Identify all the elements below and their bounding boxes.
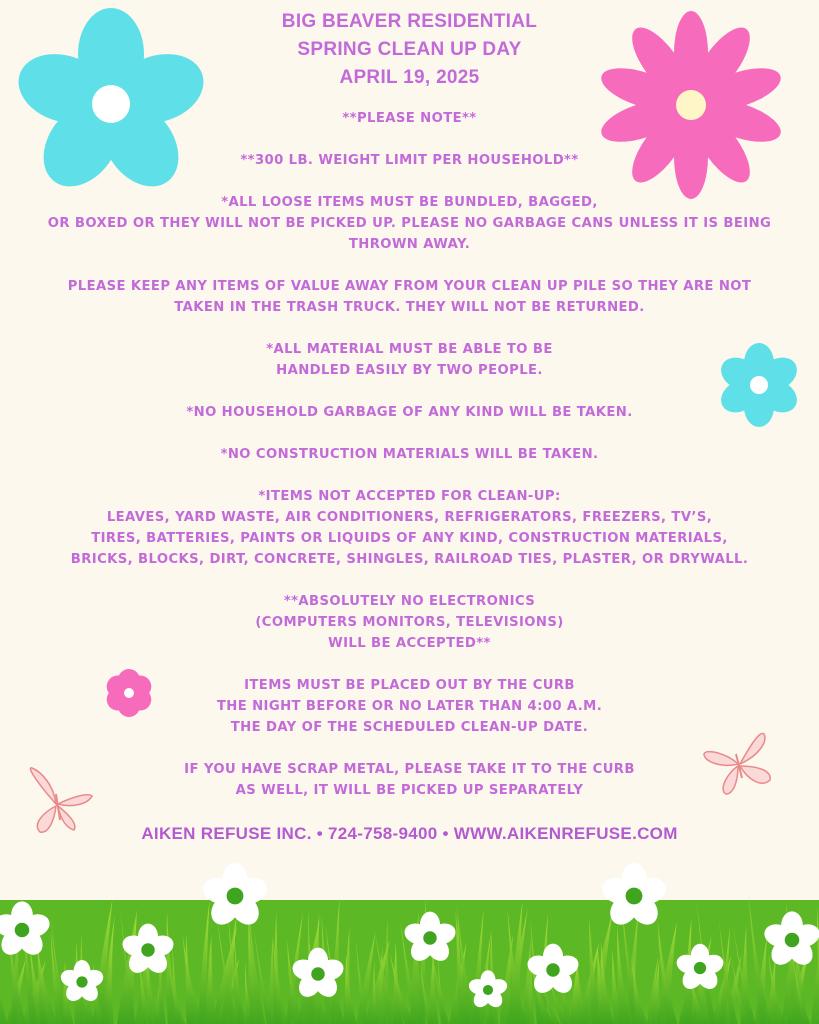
notice-please-note: **PLEASE NOTE** [342,111,477,126]
notice-no-construction: *NO CONSTRUCTION MATERIALS WILL BE TAKEN. [220,447,599,462]
notice-items-not-accepted: *ITEMS NOT ACCEPTED FOR CLEAN-UP: LEAVES, YARD WASTE, AIR CONDITIONERS, REFRIGERATORS, FREEZERS, TV’S, TIRES, BATTERIES, PAINTS OR LIQUIDS OF ANY KIND, CONSTRUCTION MATERIALS, BRICKS, BLOCKS, DIRT, CONCRETE, SHINGLES, RAILROAD TIES, PLASTER, OR DRYWALL. [70,489,749,567]
event-title [0,8,819,92]
notice-no-electronics: **ABSOLUTELY NO ELECTRONICS (COMPUTERS MONITORS, TELEVISIONS) WILL BE ACCEPTED** [255,594,564,651]
notice-two-people: *ALL MATERIAL MUST BE ABLE TO BE HANDLED EASILY BY TWO PEOPLE. [266,342,553,378]
notice-weight-limit: **300 LB. WEIGHT LIMIT PER HOUSEHOLD** [240,153,579,168]
notice-scrap-metal: IF YOU HAVE SCRAP METAL, PLEASE TAKE IT TO THE CURB AS WELL, IT WILL BE PICKED UP SEPARATELY [184,762,635,798]
notice-no-household-garbage: *NO HOUSEHOLD GARBAGE OF ANY KIND WILL BE TAKEN. [186,405,633,420]
notice-items-of-value: PLEASE KEEP ANY ITEMS OF VALUE AWAY FROM YOUR CLEAN UP PILE SO THEY ARE NOT TAKEN IN THE TRASH TRUCK. THEY WILL NOT BE RETURNED. [67,279,752,315]
title-date: APRIL 19, 2025 [339,67,480,88]
title-line-1: BIG BEAVER RESIDENTIAL [281,11,538,32]
title-line-2: SPRING CLEAN UP DAY [297,39,522,60]
notice-list [0,108,819,801]
company-contact: AIKEN REFUSE INC. • 724-758-9400 • WWW.AIKENREFUSE.COM [141,824,678,843]
grass-border [0,840,819,1024]
notice-loose-items: *ALL LOOSE ITEMS MUST BE BUNDLED, BAGGED, OR BOXED OR THEY WILL NOT BE PICKED UP. PLEASE NO GARBAGE CANS UNLESS IT IS BEING THROWN AWAY. [47,195,772,252]
notice-curb-placement: ITEMS MUST BE PLACED OUT BY THE CURB THE NIGHT BEFORE OR NO LATER THAN 4:00 A.M. THE DAY OF THE SCHEDULED CLEAN-UP DATE. [216,678,603,735]
